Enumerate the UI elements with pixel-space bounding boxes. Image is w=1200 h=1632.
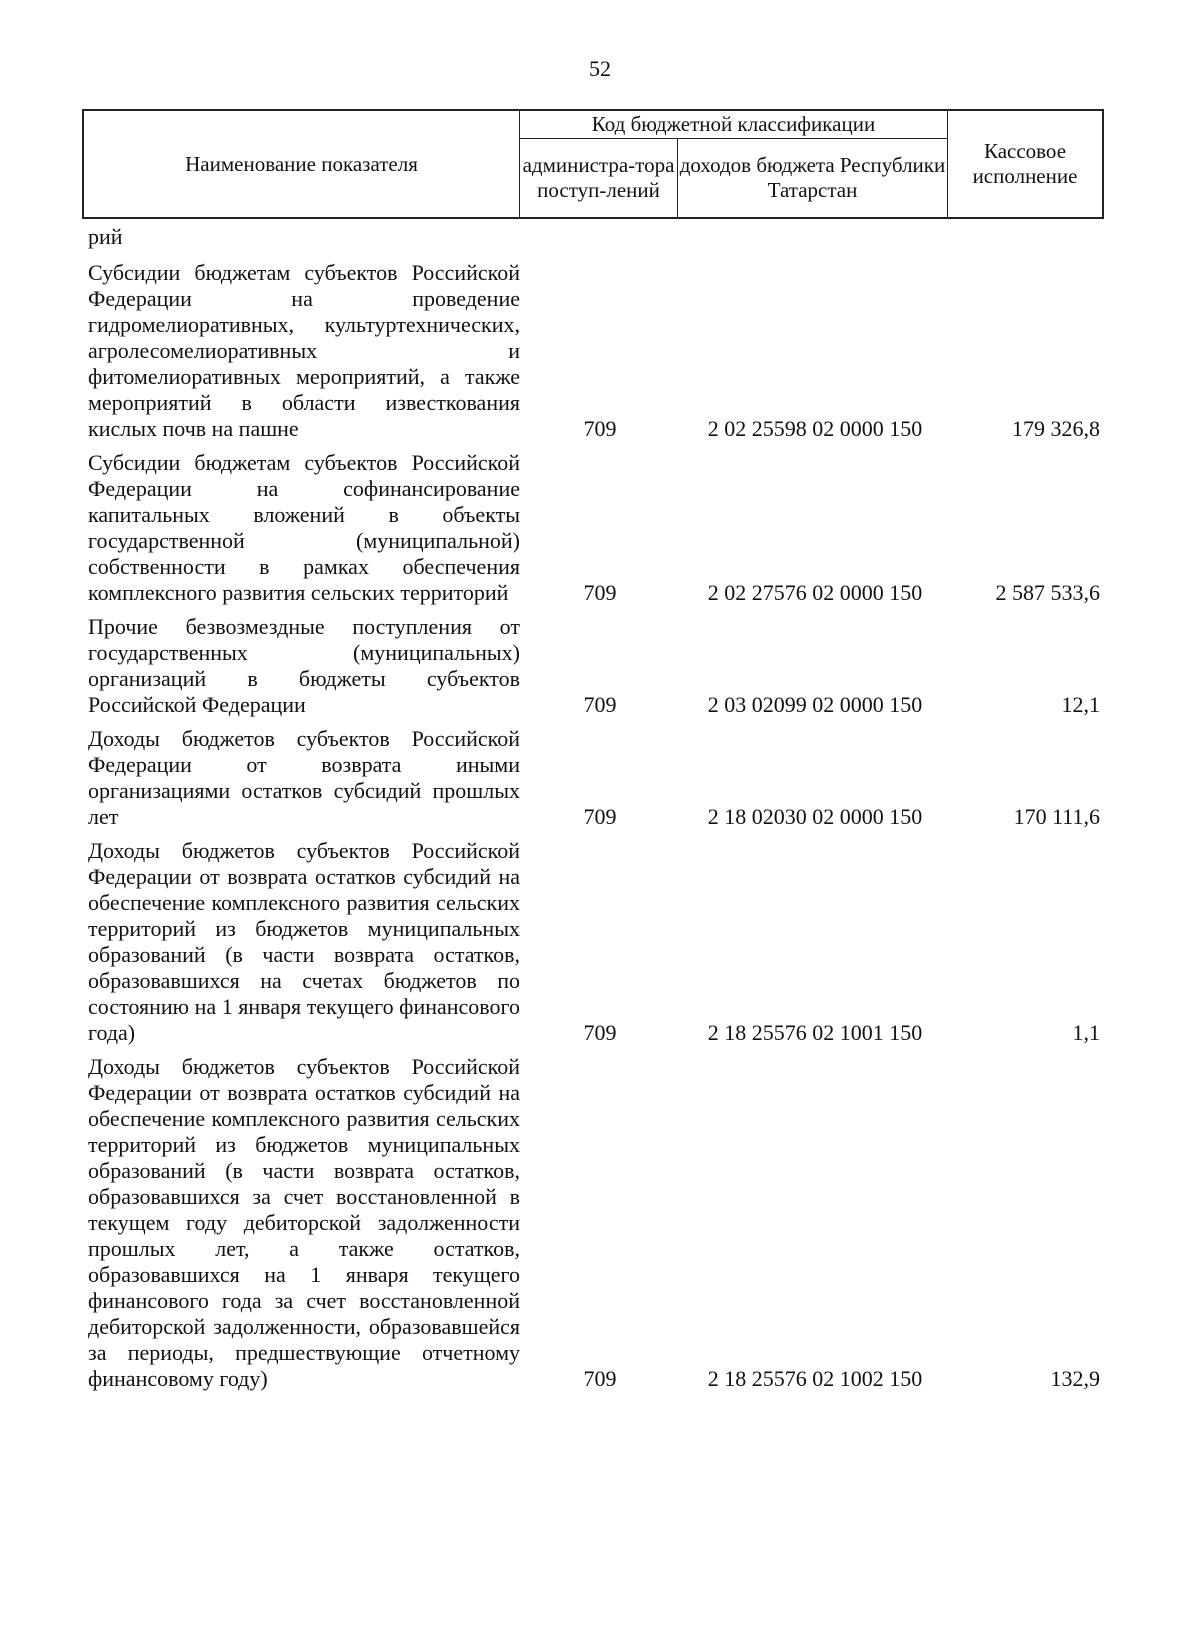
table-header — [82, 109, 1104, 219]
row-admin: 709 — [583, 416, 617, 441]
row-name: Доходы бюджетов субъектов Российской Федерации от возврата остатков субсидий на обеспечение комплексного развития сельских территорий из бюджетов муниципальных образований (в части возврата остатков, образовавшихся на счетах бюджетов по состоянию на 1 января текущего финансового года) — [88, 838, 520, 1045]
table-row — [88, 1054, 1108, 1392]
row-amount: 2 587 533,6 — [995, 580, 1100, 605]
header-admin: администра-тора поступ-лений — [520, 139, 678, 217]
row-name: Прочие безвозмездные поступления от государственных (муниципальных) организаций в бюджеты субъектов Российской Федерации — [88, 614, 520, 717]
row-amount: 12,1 — [1061, 692, 1100, 717]
continuation-text: рий — [88, 224, 123, 249]
row-admin: 709 — [583, 580, 617, 605]
row-name: Субсидии бюджетам субъектов Российской Федерации на софинансирование капитальных вложений в объекты государственной (муниципальной) собственности в рамках обеспечения комплексного развития сельских территорий — [88, 450, 520, 605]
continuation-row — [88, 224, 1108, 250]
row-code: 2 02 25598 02 0000 150 — [707, 416, 923, 441]
row-code: 2 18 25576 02 1001 150 — [707, 1020, 923, 1045]
table-row — [88, 450, 1108, 606]
header-code-group: Код бюджетной классификации — [520, 111, 948, 139]
header-income: доходов бюджета Республики Татарстан — [678, 139, 948, 217]
row-code: 2 18 25576 02 1002 150 — [707, 1366, 923, 1391]
row-admin: 709 — [583, 1366, 617, 1391]
row-code: 2 02 27576 02 0000 150 — [707, 580, 923, 605]
row-amount: 179 326,8 — [1012, 416, 1100, 441]
table-row — [88, 260, 1108, 442]
row-name: Доходы бюджетов субъектов Российской Федерации от возврата остатков субсидий на обеспечение комплексного развития сельских территорий из бюджетов муниципальных образований (в части возврата остатков, образовавшихся за счет восстановленной в текущем году дебиторской задолженности прошлых лет, а также остатков, образовавшихся на 1 января текущего финансового года за счет восстановленной дебиторской задолженности, образовавшейся за периоды, предшествующие отчетному финансовому году) — [88, 1054, 520, 1391]
table-row — [88, 614, 1108, 718]
row-amount: 170 111,6 — [1013, 804, 1100, 829]
row-admin: 709 — [583, 804, 617, 829]
table-body — [88, 224, 1108, 1400]
row-code: 2 03 02099 02 0000 150 — [707, 692, 923, 717]
row-name: Доходы бюджетов субъектов Российской Федерации от возврата иными организациями остатков субсидий прошлых лет — [88, 726, 520, 829]
row-admin: 709 — [583, 692, 617, 717]
table-row — [88, 838, 1108, 1046]
row-admin: 709 — [583, 1020, 617, 1045]
row-amount: 1,1 — [1072, 1020, 1100, 1045]
header-name: Наименование показателя — [84, 111, 520, 217]
row-code: 2 18 02030 02 0000 150 — [707, 804, 923, 829]
page-number: 52 — [589, 56, 611, 81]
row-name: Субсидии бюджетам субъектов Российской Федерации на проведение гидромелиоративных, культуртехнических, агролесомелиоративных и фитомелиоративных мероприятий, а также мероприятий в области известкования кислых почв на пашне — [88, 260, 520, 441]
table-row — [88, 726, 1108, 830]
header-execution: Кассовое исполнение — [972, 139, 1078, 188]
row-amount: 132,9 — [1050, 1366, 1100, 1391]
